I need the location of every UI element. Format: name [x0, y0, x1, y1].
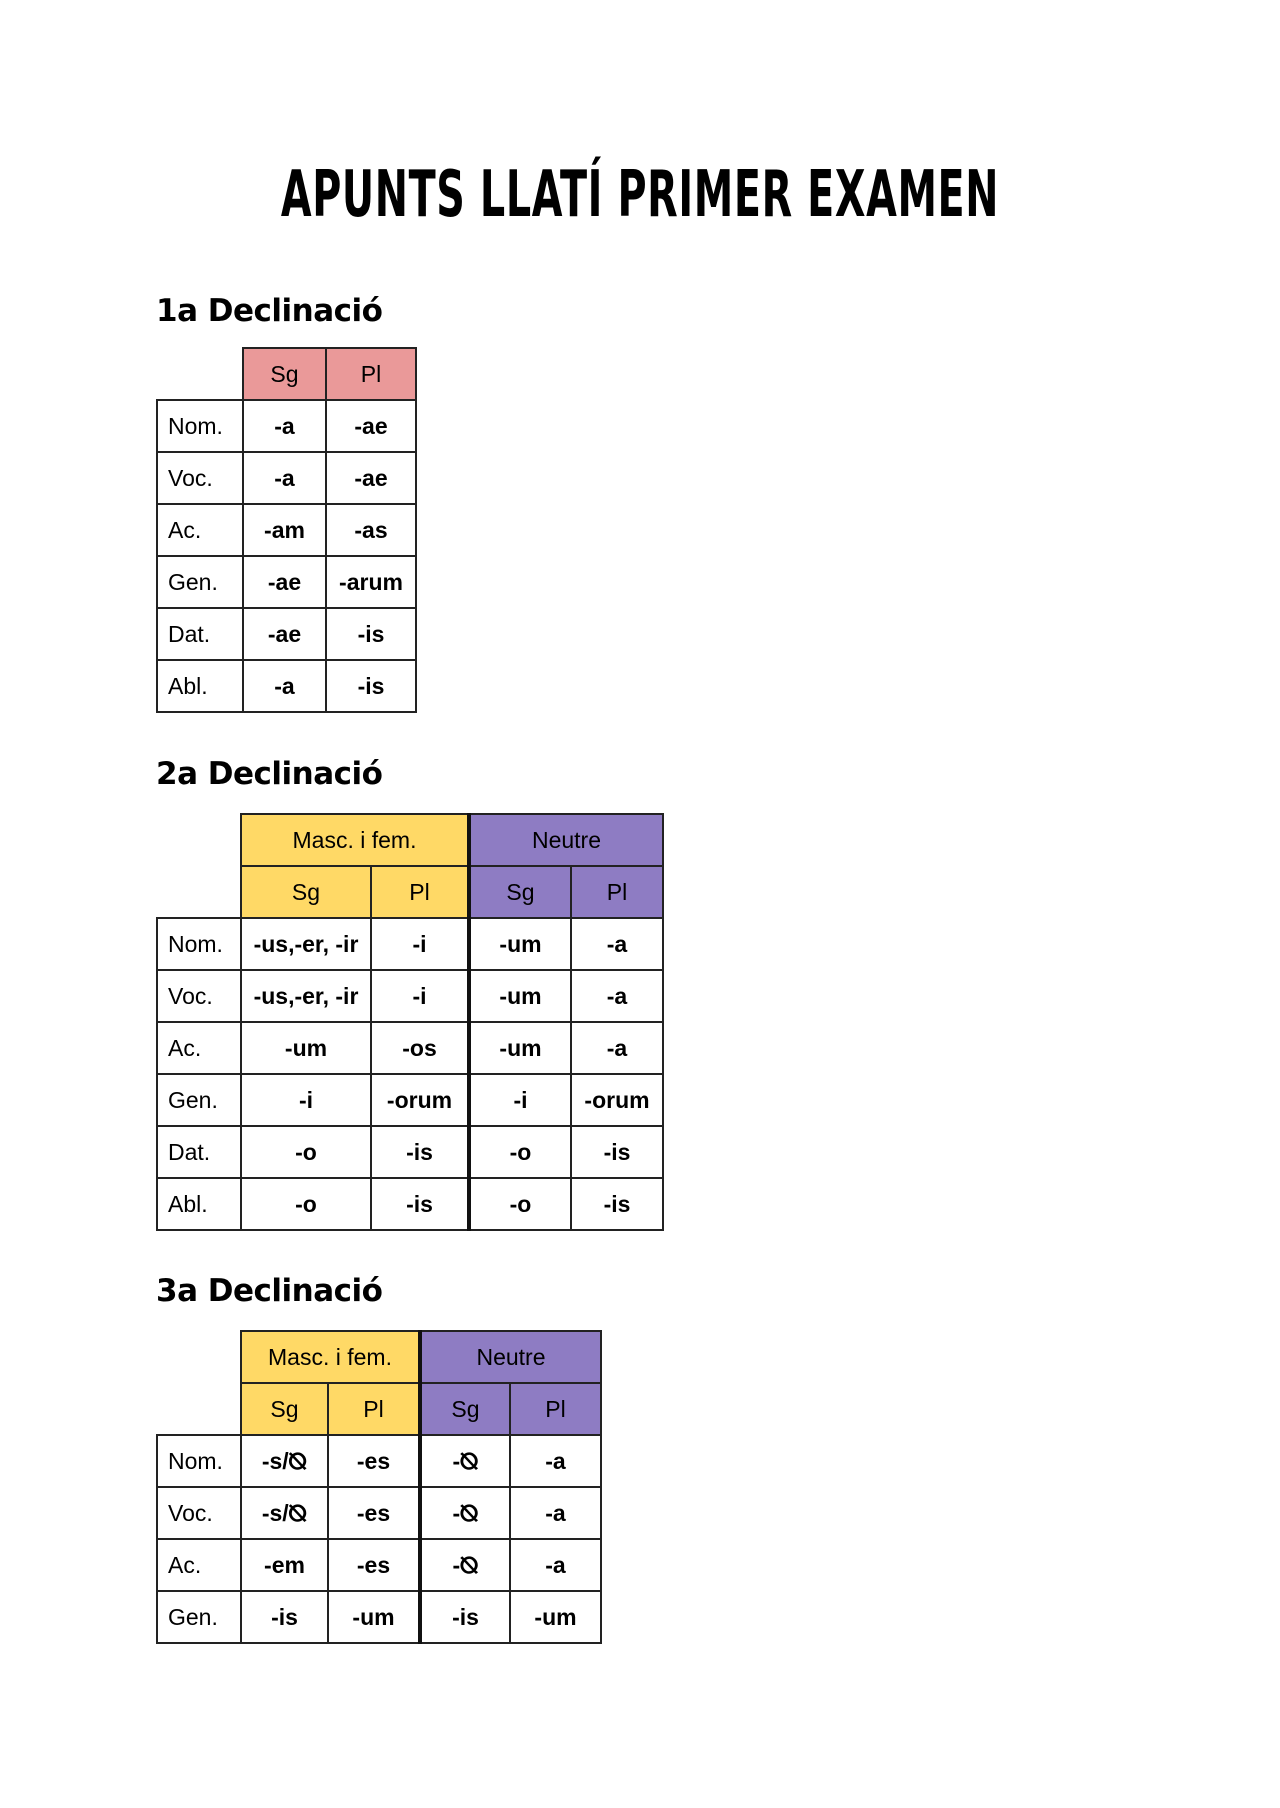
decl3-table [156, 1330, 602, 1644]
table-row [157, 556, 416, 608]
decl2-heading: 2a Declinació [156, 756, 383, 792]
case-label: Nom. [157, 918, 241, 970]
header-pl: Pl [371, 866, 469, 918]
ending-cell: -o [469, 1126, 571, 1178]
group-neutre: Neutre [469, 814, 663, 866]
ending-cell: -s/⦰ [241, 1435, 328, 1487]
ending-cell: -orum [371, 1074, 469, 1126]
case-label: Nom. [157, 400, 243, 452]
table-row [157, 1487, 601, 1539]
ending-cell: -is [420, 1591, 510, 1643]
ending-cell: -um [469, 970, 571, 1022]
table-group-row [157, 1331, 601, 1383]
ending-cell: -a [510, 1539, 601, 1591]
table-row [157, 1074, 663, 1126]
ending-cell: -ae [326, 400, 416, 452]
ending-cell: -em [241, 1539, 328, 1591]
ending-cell: -a [243, 660, 326, 712]
table-row [157, 1539, 601, 1591]
case-label: Abl. [157, 660, 243, 712]
ending-cell: -um [241, 1022, 371, 1074]
header-sg: Sg [241, 866, 371, 918]
case-label: Abl. [157, 1178, 241, 1230]
table-row [157, 452, 416, 504]
empty-corner [157, 866, 241, 918]
table-row [157, 1591, 601, 1643]
case-label: Dat. [157, 608, 243, 660]
ending-cell: -um [328, 1591, 420, 1643]
ending-cell: -is [571, 1126, 663, 1178]
case-label: Ac. [157, 1022, 241, 1074]
header-pl: Pl [510, 1383, 601, 1435]
page-title: APUNTS LLATÍ PRIMER EXAMEN [280, 158, 1000, 232]
case-label: Voc. [157, 970, 241, 1022]
table-header-row [157, 348, 416, 400]
case-label: Nom. [157, 1435, 241, 1487]
ending-cell: -i [469, 1074, 571, 1126]
ending-cell: -is [241, 1591, 328, 1643]
ending-cell: -am [243, 504, 326, 556]
decl1-table [156, 347, 417, 713]
ending-cell: -um [469, 1022, 571, 1074]
ending-cell: -es [328, 1487, 420, 1539]
table-row [157, 660, 416, 712]
ending-cell: -a [243, 400, 326, 452]
case-label: Ac. [157, 504, 243, 556]
decl2-table [156, 813, 664, 1231]
ending-cell: -is [371, 1178, 469, 1230]
ending-cell: -ae [243, 556, 326, 608]
table-row [157, 1178, 663, 1230]
case-label: Dat. [157, 1126, 241, 1178]
ending-cell: -o [241, 1126, 371, 1178]
ending-cell: -is [371, 1126, 469, 1178]
ending-cell: -es [328, 1539, 420, 1591]
table-header-row [157, 1383, 601, 1435]
case-label: Voc. [157, 452, 243, 504]
empty-corner [157, 1383, 241, 1435]
decl3-heading: 3a Declinació [156, 1273, 383, 1309]
table-row [157, 1435, 601, 1487]
empty-corner [157, 1331, 241, 1383]
ending-cell: -o [469, 1178, 571, 1230]
ending-cell: -⦰ [420, 1539, 510, 1591]
header-pl: Pl [328, 1383, 420, 1435]
table-row [157, 400, 416, 452]
empty-corner [157, 348, 243, 400]
ending-cell: -um [469, 918, 571, 970]
ending-cell: -as [326, 504, 416, 556]
ending-cell: -ae [243, 608, 326, 660]
header-pl: Pl [326, 348, 416, 400]
header-sg: Sg [243, 348, 326, 400]
ending-cell: -um [510, 1591, 601, 1643]
group-masc-fem: Masc. i fem. [241, 1331, 420, 1383]
ending-cell: -a [571, 918, 663, 970]
table-header-row [157, 866, 663, 918]
ending-cell: -a [510, 1487, 601, 1539]
decl1-heading: 1a Declinació [156, 293, 383, 329]
header-sg: Sg [420, 1383, 510, 1435]
ending-cell: -i [241, 1074, 371, 1126]
ending-cell: -a [571, 1022, 663, 1074]
header-sg: Sg [241, 1383, 328, 1435]
header-pl: Pl [571, 866, 663, 918]
case-label: Gen. [157, 1074, 241, 1126]
table-row [157, 970, 663, 1022]
ending-cell: -a [243, 452, 326, 504]
ending-cell: -os [371, 1022, 469, 1074]
ending-cell: -s/⦰ [241, 1487, 328, 1539]
ending-cell: -i [371, 918, 469, 970]
case-label: Gen. [157, 556, 243, 608]
ending-cell: -o [241, 1178, 371, 1230]
table-row [157, 1022, 663, 1074]
ending-cell: -is [326, 608, 416, 660]
ending-cell: -a [571, 970, 663, 1022]
ending-cell: -arum [326, 556, 416, 608]
ending-cell: -⦰ [420, 1487, 510, 1539]
case-label: Ac. [157, 1539, 241, 1591]
case-label: Gen. [157, 1591, 241, 1643]
table-row [157, 608, 416, 660]
ending-cell: -us,-er, -ir [241, 918, 371, 970]
ending-cell: -⦰ [420, 1435, 510, 1487]
table-row [157, 1126, 663, 1178]
ending-cell: -is [326, 660, 416, 712]
table-row [157, 918, 663, 970]
group-neutre: Neutre [420, 1331, 601, 1383]
ending-cell: -i [371, 970, 469, 1022]
table-row [157, 504, 416, 556]
table-group-row [157, 814, 663, 866]
ending-cell: -is [571, 1178, 663, 1230]
ending-cell: -es [328, 1435, 420, 1487]
group-masc-fem: Masc. i fem. [241, 814, 469, 866]
ending-cell: -a [510, 1435, 601, 1487]
ending-cell: -ae [326, 452, 416, 504]
ending-cell: -orum [571, 1074, 663, 1126]
ending-cell: -us,-er, -ir [241, 970, 371, 1022]
case-label: Voc. [157, 1487, 241, 1539]
empty-corner [157, 814, 241, 866]
header-sg: Sg [469, 866, 571, 918]
